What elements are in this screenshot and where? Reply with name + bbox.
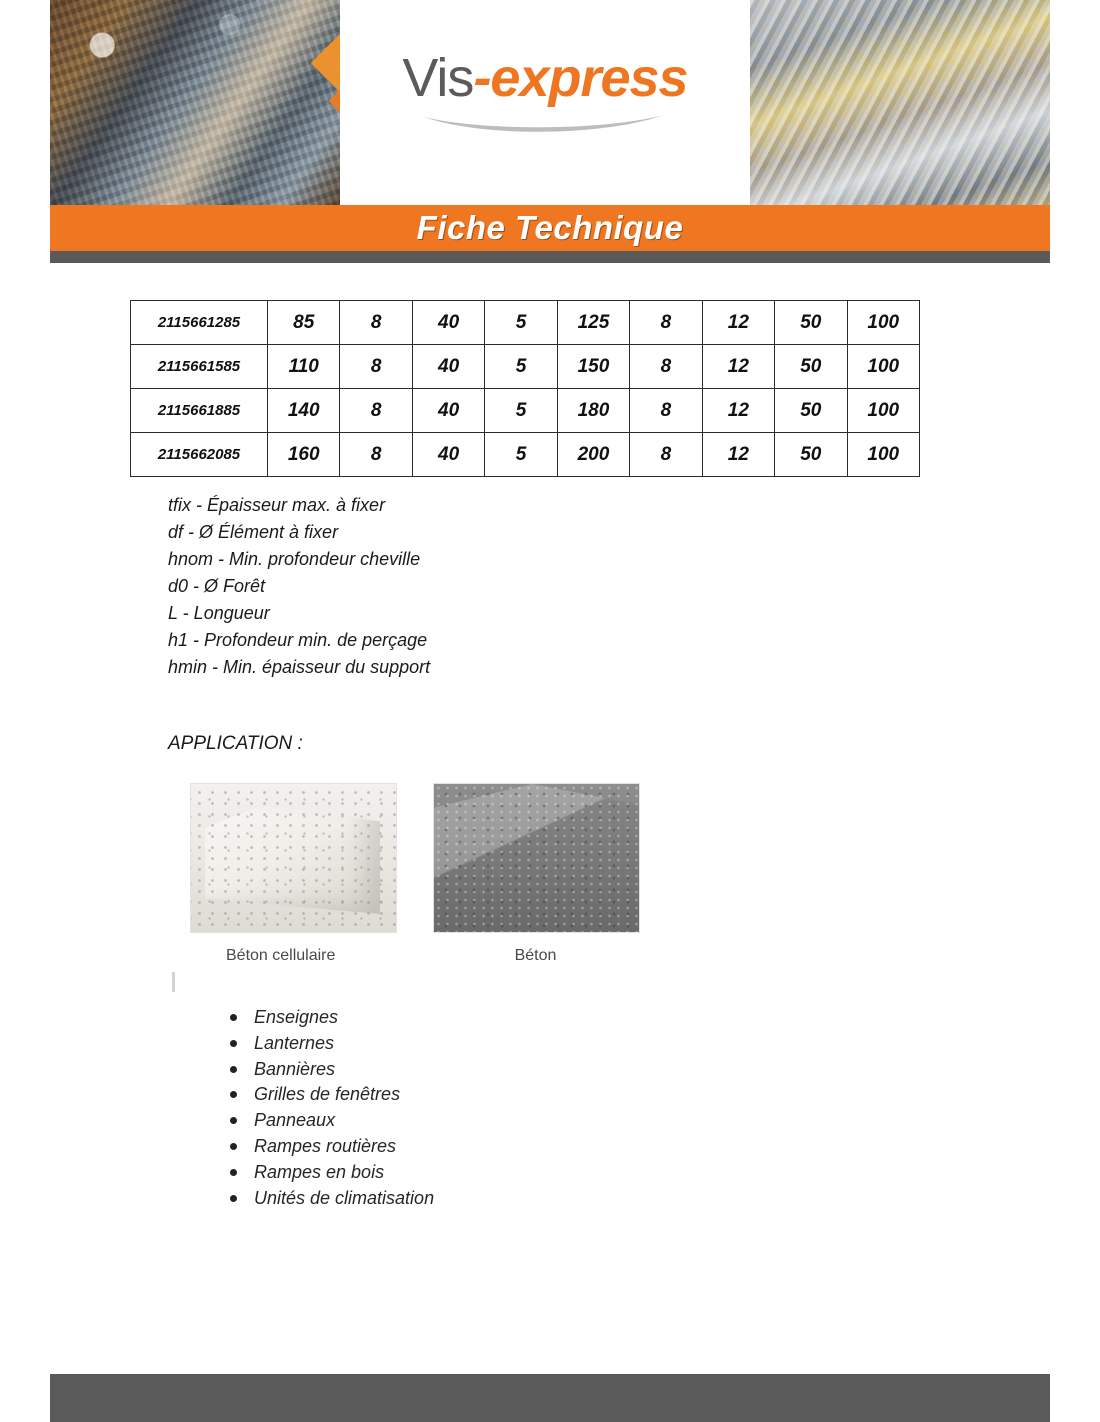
legend-block [168,492,430,681]
cell-value: 50 [775,301,847,345]
cell-value: 5 [485,389,557,433]
brand-wordmark [402,47,687,109]
cell-value: 180 [557,389,629,433]
cell-value: 50 [775,433,847,477]
cell-value: 8 [340,345,412,389]
table-row [131,345,920,389]
cell-value: 8 [630,345,702,389]
cell-value: 150 [557,345,629,389]
brand-name-primary: Vis [402,48,474,108]
cell-value: 100 [847,433,920,477]
list-item: Panneaux [226,1108,434,1134]
material-image-concrete [433,783,640,933]
cell-value: 40 [412,301,484,345]
cell-value: 8 [630,389,702,433]
list-item: Unités de climatisation [226,1186,434,1212]
spec-table [130,300,920,477]
application-heading: APPLICATION : [168,733,303,754]
swoosh-icon [420,111,670,137]
cell-value: 12 [702,345,774,389]
material-aerated-concrete [190,783,395,965]
list-item: Rampes en bois [226,1160,434,1186]
cell-value: 8 [340,389,412,433]
brand-name-secondary: -express [473,48,688,108]
stray-mark [172,972,175,992]
table-row [131,389,920,433]
cell-reference: 2115661885 [131,389,268,433]
cell-value: 12 [702,301,774,345]
material-image-aerated-concrete [190,783,397,933]
footer-bar [50,1374,1050,1422]
legend-line: L - Longueur [168,603,270,623]
cell-value: 5 [485,433,557,477]
brand-logo [402,47,687,142]
cell-value: 125 [557,301,629,345]
cell-reference: 2115661285 [131,301,268,345]
cell-value: 12 [702,433,774,477]
cell-value: 50 [775,345,847,389]
legend-line: h1 - Profondeur min. de perçage [168,630,428,650]
cell-value: 100 [847,389,920,433]
cell-value: 8 [630,301,702,345]
cell-value: 160 [268,433,340,477]
document-header [50,0,1050,205]
cell-reference: 2115661585 [131,345,268,389]
cell-value: 8 [340,433,412,477]
logo-area [340,0,750,205]
legend-line: d0 - Ø Forêt [168,576,266,596]
list-item: Lanternes [226,1031,434,1057]
page-title: Fiche Technique [416,209,684,246]
legend-line: hnom - Min. profondeur cheville [168,549,421,569]
list-item: Enseignes [226,1005,434,1031]
cell-value: 8 [630,433,702,477]
left-margin [0,0,50,1422]
header-photo-screws [750,0,1050,205]
legend-line: hmin - Min. épaisseur du support [168,657,431,677]
list-item: Bannières [226,1057,434,1083]
table-row [131,433,920,477]
cell-value: 40 [412,389,484,433]
cell-value: 100 [847,345,920,389]
table-row [131,301,920,345]
cell-value: 200 [557,433,629,477]
cell-value: 8 [340,301,412,345]
cell-value: 100 [847,301,920,345]
cell-value: 140 [268,389,340,433]
cell-reference: 2115662085 [131,433,268,477]
title-underline-bar [50,251,1050,263]
spec-table-body [131,301,920,477]
cell-value: 5 [485,301,557,345]
header-photo-workbench [50,0,340,205]
cell-value: 12 [702,389,774,433]
material-concrete [433,783,638,965]
cell-value: 110 [268,345,340,389]
cell-value: 40 [412,345,484,389]
legend-line: tfix - Épaisseur max. à fixer [168,495,386,515]
cell-value: 50 [775,389,847,433]
application-uses-list [200,1005,434,1211]
spec-table-container [130,300,920,477]
cell-value: 40 [412,433,484,477]
cell-value: 85 [268,301,340,345]
page-title-band [50,205,1050,251]
material-figures [190,783,638,965]
material-caption: Béton cellulaire [226,947,336,964]
legend-line: df - Ø Élément à fixer [168,522,339,542]
cell-value: 5 [485,345,557,389]
list-item: Grilles de fenêtres [226,1082,434,1108]
list-item: Rampes routières [226,1134,434,1160]
material-caption: Béton [514,947,557,964]
